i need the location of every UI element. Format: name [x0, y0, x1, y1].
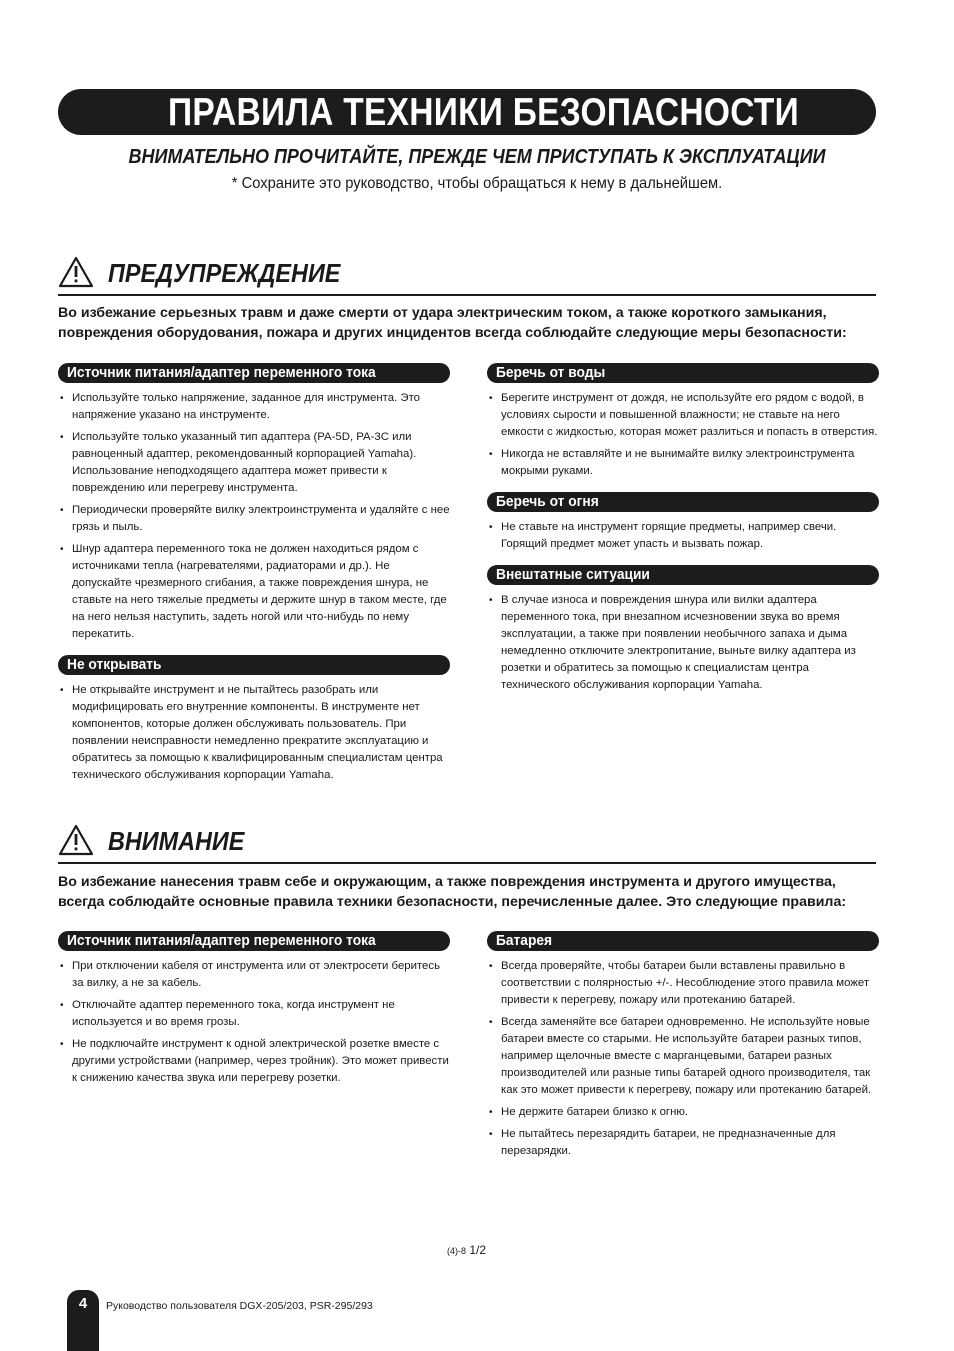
warning-group-fire	[487, 492, 879, 553]
manual-title: Руководство пользователя DGX-205/203, PSR-295/293	[106, 1300, 373, 1312]
section-heading: Источник питания/адаптер переменного тока	[58, 363, 450, 383]
list-item: • Шнур адаптера переменного тока не должен находиться рядом с источниками тепла (нагревателями, радиаторами и др.). Не допускайте чрезмерного сгибания, а также повреждения шнура, не ставьте на него тяжелые предметы и держите шнур в таком месте, где на него нельзя наступить, задеть ногой или что-нибудь по нему перекатить.	[58, 541, 450, 643]
list-item: • Всегда проверяйте, чтобы батареи были вставлены правильно в соответствии с полярностью +/-. Несоблюдение этого правила может привести к перегреву, пожару или протеканию батарей.	[487, 958, 879, 1009]
section-heading: Беречь от огня	[487, 492, 879, 512]
bullet-list	[487, 519, 879, 553]
section-heading: Беречь от воды	[487, 363, 879, 383]
list-item: • Используйте только указанный тип адаптера (PA-5D, PA-3C или равноценный адаптер, рекомендованный корпорацией Yamaha). Использование неподходящего адаптера может привести к повреждению или перегреву инструмента.	[58, 429, 450, 497]
section-heading: Батарея	[487, 931, 879, 951]
list-item: • Отключайте адаптер переменного тока, когда инструмент не используется и во время грозы.	[58, 997, 450, 1031]
section-heading: Внештатные ситуации	[487, 565, 879, 585]
warning-group-emergency	[487, 565, 879, 694]
list-item: • Не открывайте инструмент и не пытайтесь разобрать или модифицировать его внутренние компоненты. В инструменте нет компонентов, которые должен обслуживать пользователь. При появлении неисправности немедленно прекратите эксплуатацию и обратитесь за помощью к квалифицированным специалистам центра технического обслуживания корпорации Yamaha.	[58, 682, 450, 784]
list-item: • Не подключайте инструмент к одной электрической розетке вместе с другими устройствами (например, через тройник). Это может привести к снижению качества звука или перегреву розетки.	[58, 1036, 450, 1087]
list-item: • Не держите батареи близко к огню.	[487, 1104, 879, 1121]
bullet-list	[58, 958, 450, 1087]
warning-section-header	[58, 254, 876, 296]
caution-right-column	[487, 931, 879, 1172]
warning-group-water	[487, 363, 879, 480]
list-item: • Не ставьте на инструмент горящие предметы, например свечи. Горящий предмет может упасть и вызвать пожар.	[487, 519, 879, 553]
bullet-list	[487, 592, 879, 694]
warning-intro: Во избежание серьезных травм и даже смерти от удара электрическим током, а также короткого замыкания, повреждения оборудования, пожара и других инцидентов всегда соблюдайте следующие меры безопасности:	[58, 305, 847, 341]
warning-group-no-open	[58, 655, 450, 784]
list-item: • Берегите инструмент от дождя, не используйте его рядом с водой, в условиях сырости и повышенной влажности; не ставьте на него емкости с жидкостью, которая может разлиться и попасть в отверстия.	[487, 390, 879, 441]
warning-left-column	[58, 363, 450, 796]
list-item: • При отключении кабеля от инструмента или от электросети беритесь за вилку, а не за кабель.	[58, 958, 450, 992]
list-item: • В случае износа и повреждения шнура или вилки адаптера переменного тока, при внезапном исчезновении звука во время эксплуатации, а также при появлении необычного запаха и дыма немедленно отключите электропитание, выньте вилку адаптера из розетки и обратитесь за помощью к специалистам центра технического обслуживания корпорации Yamaha.	[487, 592, 879, 694]
section-heading: Не открывать	[58, 655, 450, 675]
section-heading: Источник питания/адаптер переменного тока	[58, 931, 450, 951]
keep-note: * Сохраните это руководство, чтобы обращаться к нему в дальнейшем.	[231, 175, 723, 192]
caution-group-battery	[487, 931, 879, 1160]
caution-intro: Во избежание нанесения травм себе и окружающим, а также повреждения инструмента и другого имущества, всегда соблюдайте основные правила техники безопасности, перечисленные далее. Это следующие правила:	[58, 874, 847, 910]
list-item: • Периодически проверяйте вилку электроинструмента и удаляйте с нее грязь и пыль.	[58, 502, 450, 536]
page-number: 4	[78, 1295, 88, 1312]
caution-title: ВНИМАНИЕ	[108, 826, 245, 856]
list-item: • Используйте только напряжение, заданное для инструмента. Это напряжение указано на инструменте.	[58, 390, 450, 424]
list-item: • Всегда заменяйте все батареи одновременно. Не используйте новые батареи вместе со старыми. Не используйте батареи разных типов, например щелочные вместе с марганцевыми, батареи разных производителей или разные типы батарей одного производителя, так как это может привести к перегреву, пожару или протеканию батарей.	[487, 1014, 879, 1099]
page-title: ПРАВИЛА ТЕХНИКИ БЕЗОПАСНОСТИ	[168, 91, 799, 134]
caution-left-column	[58, 931, 450, 1099]
page-subtitle: ВНИМАТЕЛЬНО ПРОЧИТАЙТЕ, ПРЕЖДЕ ЧЕМ ПРИСТУПАТЬ К ЭКСПЛУАТАЦИИ	[128, 146, 826, 168]
caution-section-header	[58, 822, 876, 864]
caution-group-power	[58, 931, 450, 1087]
bullet-list	[487, 390, 879, 480]
warning-right-column	[487, 363, 879, 706]
bullet-list	[58, 390, 450, 643]
caution-triangle-icon	[58, 824, 94, 856]
warning-title: ПРЕДУПРЕЖДЕНИЕ	[108, 258, 341, 288]
title-banner	[58, 89, 876, 135]
warning-group-power	[58, 363, 450, 643]
page-code	[447, 1243, 486, 1257]
warning-triangle-icon	[58, 256, 94, 288]
list-item: • Не пытайтесь перезарядить батареи, не предназначенные для перезарядки.	[487, 1126, 879, 1160]
list-item: • Никогда не вставляйте и не вынимайте вилку электроинструмента мокрыми руками.	[487, 446, 879, 480]
bullet-list	[58, 682, 450, 784]
page-code-small: (4)-8	[447, 1246, 467, 1256]
page-code-main: 1/2	[469, 1243, 487, 1257]
page-number-tab	[67, 1290, 99, 1351]
bullet-list	[487, 958, 879, 1160]
